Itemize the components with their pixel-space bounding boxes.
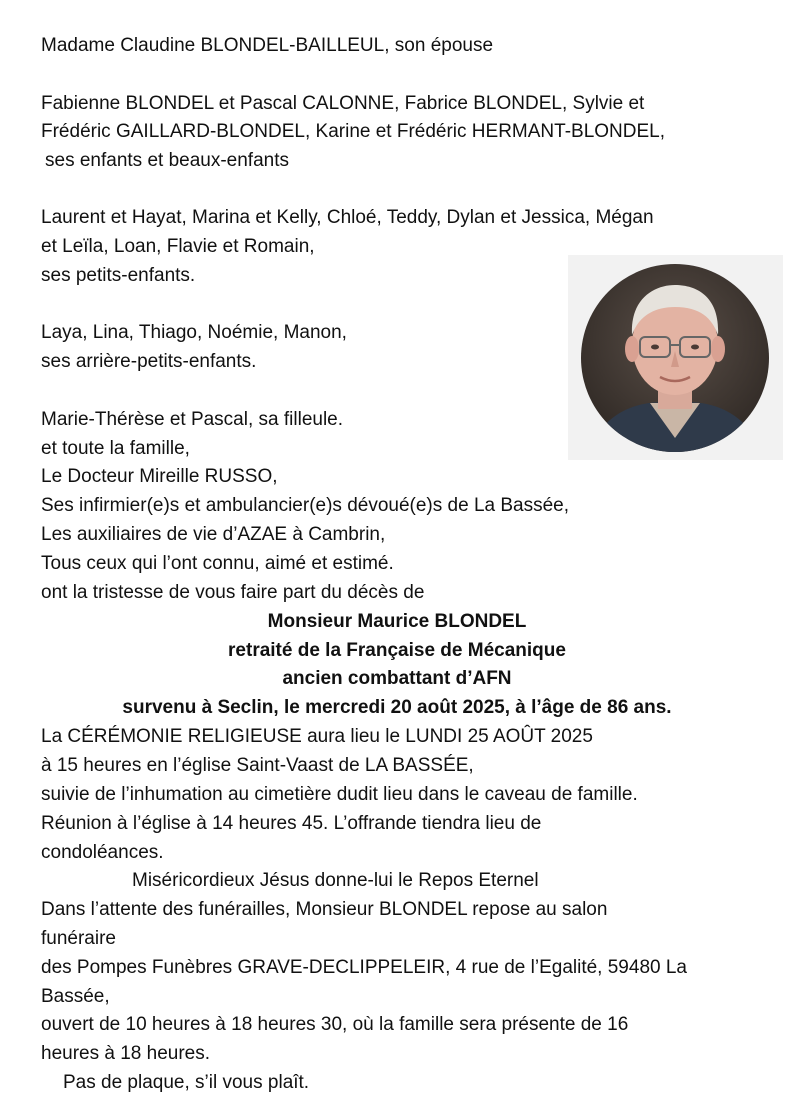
- portrait-photo-frame: [568, 255, 783, 460]
- goddaughter-line: Marie-Thérèse et Pascal, sa filleule.: [41, 409, 344, 430]
- family-line: et toute la famille,: [41, 438, 190, 459]
- deceased-veteran: ancien combattant d’AFN: [282, 668, 512, 689]
- meeting-line-cont: condoléances.: [41, 842, 164, 863]
- funeral-home-line-2: Bassée,: [41, 986, 110, 1007]
- hours-line-2: heures à 18 heures.: [41, 1043, 211, 1064]
- rest-line-2: funéraire: [41, 928, 116, 949]
- deceased-occupation: retraité de la Française de Mécanique: [228, 640, 566, 661]
- deceased-name: Monsieur Maurice BLONDEL: [267, 611, 527, 632]
- friends-line: Tous ceux qui l’ont connu, aimé et estimé.: [41, 553, 394, 574]
- meeting-line: Réunion à l’église à 14 heures 45. L’offrande tiendra lieu de: [41, 813, 542, 834]
- caregivers-line: Les auxiliaires de vie d’AZAE à Cambrin,: [41, 524, 386, 545]
- burial-line: suivie de l’inhumation au cimetière dudit lieu dans le caveau de famille.: [41, 784, 638, 805]
- grandchildren-line-2: et Leïla, Loan, Flavie et Romain,: [41, 236, 315, 257]
- grandchildren-caption: ses petits-enfants.: [41, 265, 196, 286]
- spouse-line: Madame Claudine BLONDEL-BAILLEUL, son épouse: [41, 35, 494, 56]
- hours-line-1: ouvert de 10 heures à 18 heures 30, où la famille sera présente de 16: [41, 1014, 629, 1035]
- ceremony-line-2: à 15 heures en l’église Saint-Vaast de LA BASSÉE,: [41, 755, 474, 776]
- ceremony-line-1: La CÉRÉMONIE RELIGIEUSE aura lieu le LUNDI 25 AOÛT 2025: [41, 726, 593, 747]
- children-line-2: Frédéric GAILLARD-BLONDEL, Karine et Frédéric HERMANT-BLONDEL,: [41, 121, 666, 142]
- portrait-photo: [580, 263, 770, 453]
- nurses-line: Ses infirmier(e)s et ambulancier(e)s dévoué(e)s de La Bassée,: [41, 495, 570, 516]
- children-caption: ses enfants et beaux-enfants: [45, 150, 289, 171]
- doctor-line: Le Docteur Mireille RUSSO,: [41, 466, 278, 487]
- announcement-line: ont la tristesse de vous faire part du décès de: [41, 582, 425, 603]
- great-grandchildren-line: Laya, Lina, Thiago, Noémie, Manon,: [41, 322, 347, 343]
- no-plaque-line: Pas de plaque, s’il vous plaît.: [63, 1072, 310, 1093]
- death-details: survenu à Seclin, le mercredi 20 août 2025, à l’âge de 86 ans.: [122, 697, 672, 718]
- prayer-line: Miséricordieux Jésus donne-lui le Repos Eternel: [132, 870, 539, 891]
- rest-line-1: Dans l’attente des funérailles, Monsieur BLONDEL repose au salon: [41, 899, 608, 920]
- funeral-home-line-1: des Pompes Funèbres GRAVE-DECLIPPELEIR, 4 rue de l’Egalité, 59480 La: [41, 957, 687, 978]
- children-line-1: Fabienne BLONDEL et Pascal CALONNE, Fabrice BLONDEL, Sylvie et: [41, 93, 645, 114]
- grandchildren-line-1: Laurent et Hayat, Marina et Kelly, Chloé, Teddy, Dylan et Jessica, Mégan: [41, 207, 654, 228]
- great-grandchildren-caption: ses arrière-petits-enfants.: [41, 351, 257, 372]
